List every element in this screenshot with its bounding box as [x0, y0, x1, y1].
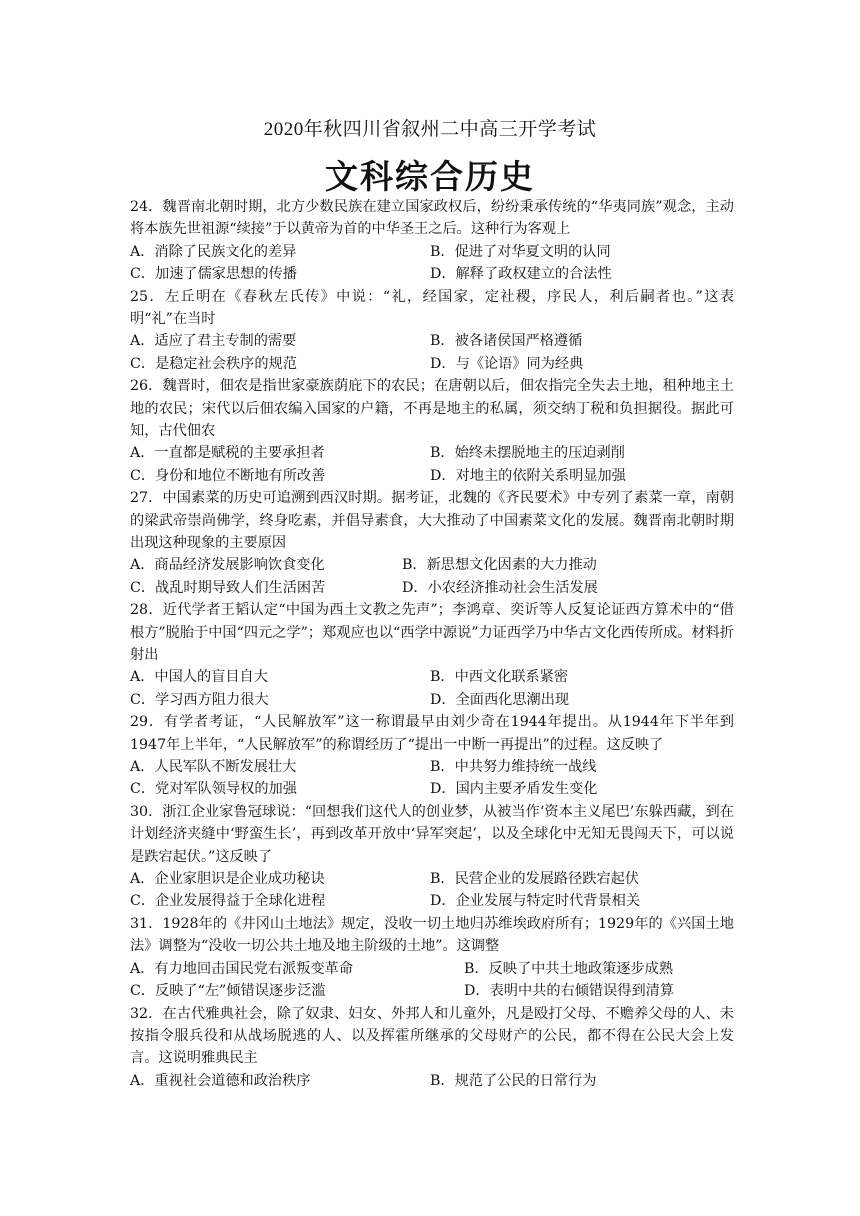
option-c: C．党对军队领导权的加强	[130, 781, 297, 798]
question-25	[130, 286, 734, 376]
option-b: B．民营企业的发展路径跌宕起伏	[430, 871, 640, 888]
question-29	[130, 711, 734, 801]
option-c: C．是稳定社会秩序的规范	[130, 355, 297, 372]
option-b: B．反映了中共土地政策逐步成熟	[464, 960, 674, 977]
question-27	[130, 487, 734, 599]
option-a: A．有力地回击国民党右派叛变革命	[130, 960, 354, 977]
option-b: B．促进了对华夏文明的认同	[430, 243, 611, 260]
exam-title: 2020年秋四川省叙州二中高三开学考试	[263, 119, 597, 140]
option-c: C．身份和地位不断地有所改善	[130, 467, 326, 484]
option-b: B．中共努力维持统一战线	[430, 759, 597, 776]
option-a: A．消除了民族文化的差异	[130, 243, 297, 260]
question-stem: 30．浙江企业家鲁冠球说：“回想我们这代人的创业梦，从被当作‘资本主义尾巴’东躲西藏，到在计划经济夹缝中‘野蛮生长’，再到改革开放中‘异军突起’，以及全球化中无知无畏闯天下，可以说是跌宕起伏。”这反映了	[130, 803, 734, 865]
question-32	[130, 1003, 734, 1093]
question-31	[130, 913, 734, 1003]
question-24	[130, 196, 734, 286]
option-b: B．被各诸侯国严格遵循	[430, 333, 583, 350]
question-28	[130, 599, 734, 711]
option-c: C．反映了“左”倾错误逐步泛滥	[130, 983, 326, 1000]
question-stem: 24．魏晋南北朝时期，北方少数民族在建立国家政权后，纷纷秉承传统的“华夷同族”观念，主动将本族先世祖源“续接”于以黄帝为首的中华圣王之后。这种行为客观上	[130, 199, 734, 238]
option-c: C．加速了儒家思想的传播	[130, 266, 297, 283]
option-a: A．商品经济发展影响饮食变化	[130, 557, 325, 574]
option-b: B．中西文化联系紧密	[430, 669, 569, 686]
question-stem: 29．有学者考证，“人民解放军”这一称谓最早由刘少奇在1944年提出。从1944年下半年到1947年上半年，“人民解放军”的称谓经历了“提出一中断一再提出”的过程。这反映了	[130, 714, 734, 753]
option-a: A．中国人的盲目自大	[130, 669, 268, 686]
option-b: B．新思想文化因素的大力推动	[402, 557, 597, 574]
option-d: D．企业发展与特定时代背景相关	[430, 893, 641, 910]
option-c: C．战乱时期导致人们生活困苦	[130, 579, 326, 596]
option-c: C．学习西方阻力很大	[130, 691, 269, 708]
question-26	[130, 375, 734, 487]
question-list	[130, 196, 734, 1092]
question-30	[130, 801, 734, 913]
question-stem: 32．在古代雅典社会，除了奴隶、妇女、外邦人和儿童外，凡是殴打父母、不赡养父母的人、未按指令服兵役和从战场脱逃的人、以及挥霍所继承的父母财产的公民，都不得在公民大会上发言。这说明雅典民主	[130, 1005, 734, 1067]
option-d: D．对地主的依附关系明显加强	[430, 467, 626, 484]
option-d: D．全面西化思潮出现	[430, 691, 570, 708]
question-stem: 26．魏晋时，佃农是指世家豪族荫庇下的农民；在唐朝以后，佃农指完全失去土地，租种地主土地的农民；宋代以后佃农编入国家的户籍，不再是地主的私属，须交纳丁税和负担据役。据此可知，古代佃农	[130, 378, 734, 440]
option-b: B．规范了公民的日常行为	[430, 1072, 597, 1089]
question-stem: 28．近代学者王韬认定“中国为西土文教之先声”；李鸿章、奕䜣等人反复论证西方算术中的“借根方”脱胎于中国“四元之学”；郑观应也以“西学中源说”力证西学乃中华古文化西传所成。材料折射出	[130, 602, 734, 664]
option-c: C．企业发展得益于全球化进程	[130, 893, 326, 910]
option-a: A．人民军队不断发展壮大	[130, 759, 297, 776]
option-d: D．表明中共的右倾错误得到清算	[464, 983, 675, 1000]
question-stem: 31．1928年的《井冈山土地法》规定，没收一切土地归苏维埃政府所有；1929年的《兴国土地法》调整为“没收一切公共土地及地主阶级的土地”。这调整	[130, 915, 734, 955]
option-d: D．国内主要矛盾发生变化	[430, 781, 598, 798]
option-d: D．小农经济推动社会生活发展	[402, 579, 598, 596]
option-a: A．企业家胆识是企业成功秘诀	[130, 871, 325, 888]
option-b: B．始终未摆脱地主的压迫剥削	[430, 445, 625, 462]
question-stem: 27．中国素菜的历史可追溯到西汉时期。据考证，北魏的《齐民要术》中专列了素菜一章，南朝的梁武帝崇尚佛学，终身吃素，并倡导素食，大大推动了中国素菜文化的发展。魏晋南北朝时期出现这种现象的主要原因	[130, 490, 734, 552]
option-d: D．解释了政权建立的合法性	[430, 266, 612, 283]
option-d: D．与《论语》同为经典	[430, 355, 584, 372]
option-a: A．适应了君主专制的需要	[130, 333, 297, 350]
option-a: A．一直都是赋税的主要承担者	[130, 445, 325, 462]
exam-subject-title: 文科综合历史	[325, 157, 535, 196]
option-a: A．重视社会道德和政治秩序	[130, 1072, 311, 1089]
question-stem: 25．左丘明在《春秋左氏传》中说：“礼，经国家，定社稷，序民人，利后嗣者也。”这表明“礼”在当时	[130, 288, 734, 328]
